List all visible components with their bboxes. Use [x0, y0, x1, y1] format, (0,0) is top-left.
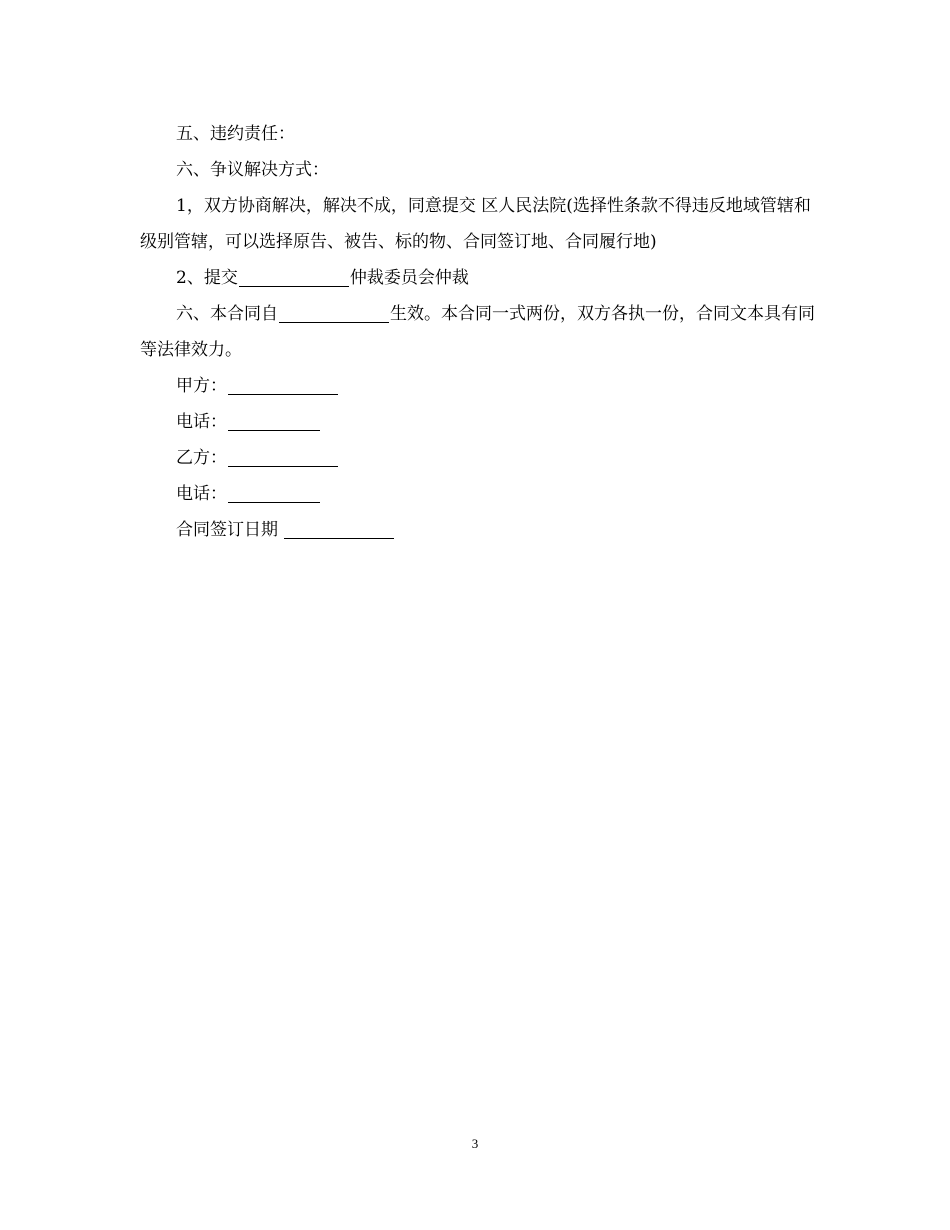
party-a-blank	[228, 374, 338, 395]
clause-dispute-2-suffix: 仲裁委员会仲裁	[349, 268, 469, 288]
phone-a-blank	[228, 410, 320, 431]
party-b-line	[140, 440, 820, 476]
phone-b-blank	[228, 482, 320, 503]
party-a-line	[140, 368, 820, 404]
clause-effect-suffix: 生效。本合同一式两份，双方各执一份，合同文本具有同等法律效力。	[140, 304, 815, 360]
phone-b-line	[140, 476, 820, 512]
clause-dispute-heading: 六、争议解决方式：	[176, 160, 329, 180]
phone-a-line	[140, 404, 820, 440]
phone-a-label: 电话：	[176, 412, 227, 432]
document-body	[140, 116, 820, 548]
clause-dispute-1: 1，双方协商解决，解决不成，同意提交 区人民法院(选择性条款不得违反地域管辖和级别管辖，可以选择原告、被告、标的物、合同签订地、合同履行地)	[140, 196, 811, 252]
clause-breach-heading: 五、违约责任：	[176, 124, 295, 144]
clause-dispute-2	[140, 260, 820, 296]
clause-effect	[140, 296, 820, 368]
sign-date-blank	[284, 518, 394, 539]
clause-effect-prefix: 六、本合同自	[176, 304, 278, 324]
party-b-blank	[228, 446, 338, 467]
sign-date-line	[140, 512, 820, 548]
phone-b-label: 电话：	[176, 484, 227, 504]
clause-dispute-2-prefix: 2、提交	[176, 268, 238, 288]
party-b-label: 乙方：	[176, 448, 227, 468]
page-number: 3	[471, 1136, 479, 1151]
effective-date-blank	[279, 302, 389, 323]
party-a-label: 甲方：	[176, 376, 227, 396]
arbitration-blank	[239, 266, 349, 287]
sign-date-label: 合同签订日期	[176, 520, 278, 540]
